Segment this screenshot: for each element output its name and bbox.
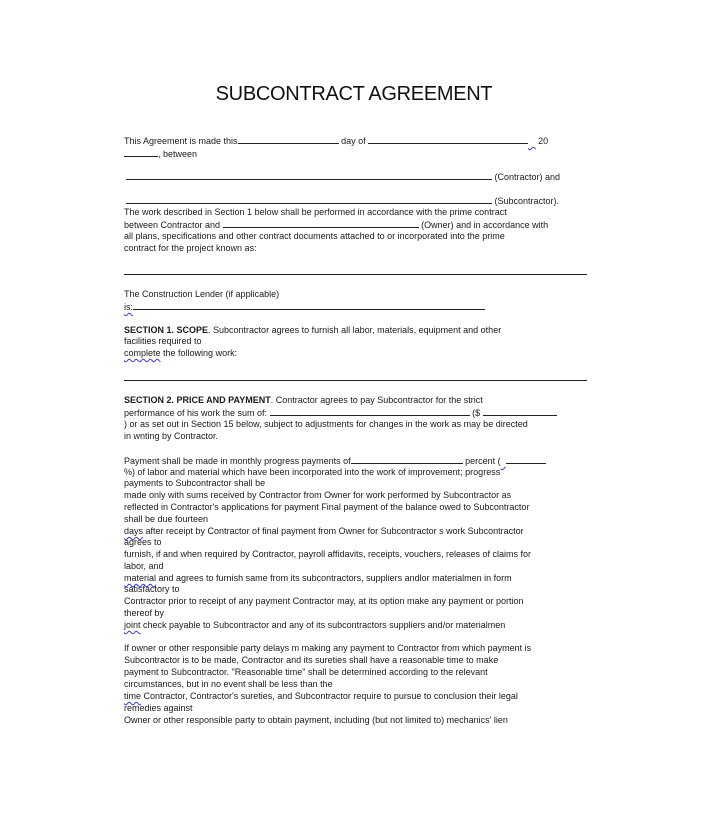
intro-line-year: [124, 147, 197, 159]
day-of-text: day of: [341, 136, 366, 146]
section2-line: [124, 394, 483, 406]
contractor-blank[interactable]: [126, 170, 492, 180]
payment-text: thereof by: [124, 608, 165, 618]
payment-text: furnish, if and when required by Contractor, payroll affidavits, receipts, vouchers, releases of claims for: [124, 549, 532, 559]
owner-line: [124, 218, 548, 230]
payment-text: %) of labor and material which have been incorporated into the work of improvement; progress: [124, 467, 501, 477]
subcontractor-label: (Subcontractor).: [494, 196, 560, 206]
payment-text: payments to Subcontractor shall be: [124, 478, 266, 488]
spellcheck-word: time: [124, 691, 142, 701]
payment-text: shall be due fourteen: [124, 514, 209, 524]
owner-label: (Owner) and in accordance with: [421, 220, 549, 230]
delay-text: circumstances, but in no event shall be less than the: [124, 679, 333, 689]
subcontractor-line: [126, 194, 559, 206]
intro-text: The work described in Section 1 below shall be performed in accordance with the prime contract: [124, 207, 507, 217]
payment-line: [124, 572, 512, 584]
intro-text: contract for the project known as:: [124, 243, 257, 253]
month-blank[interactable]: [368, 134, 528, 144]
scope-blank[interactable]: [124, 380, 587, 381]
sum-words-blank[interactable]: [270, 406, 470, 416]
project-blank[interactable]: [124, 274, 587, 275]
section1-heading: SECTION 1. SCOPE: [124, 325, 209, 335]
subcontractor-blank[interactable]: [126, 194, 492, 204]
payment-text: after receipt by Contractor of final payment from Owner for Subcontractor s work Subcontractor: [143, 526, 524, 536]
made-this-text: This Agreement is made this: [124, 136, 238, 146]
delay-text: Contractor, Contractor's sureties, and Subcontractor require to pursue to conclusion their legal: [141, 691, 518, 701]
delay-text: payment to Subcontractor. "Reasonable time" shall be determined according to the relevant: [124, 667, 488, 677]
between-text: , between: [158, 149, 198, 159]
lender-line: [124, 300, 485, 312]
section1-text: . Subcontractor agrees to furnish all labor, materials, equipment and other: [208, 325, 502, 335]
percent-label: percent (: [465, 456, 501, 466]
page-title: SUBCONTRACT AGREEMENT: [215, 83, 493, 105]
lender-is: is:: [124, 302, 133, 312]
payment-line: [124, 619, 505, 631]
spellcheck-word: joint: [124, 620, 141, 630]
intro-line-date: [124, 134, 548, 146]
section1-line: [124, 347, 237, 359]
payment-line: [124, 454, 546, 466]
owner-prefix: between Contractor and: [124, 220, 221, 230]
section1-text: the following work:: [160, 348, 238, 358]
contractor-label: (Contractor) and: [494, 172, 561, 182]
payment-text: check payable to Subcontractor and any of its subcontractors suppliers and/or materialmen: [140, 620, 506, 630]
section2-text: ) or as set out in Section 15 below, subject to adjustments for changes in the work as may be directed: [124, 419, 528, 429]
section2-text: in wnting by Contractor.: [124, 431, 219, 441]
section2-heading: SECTION 2. PRICE AND PAYMENT: [124, 395, 271, 405]
lender-label: The Construction Lender (if applicable): [124, 289, 280, 299]
day-blank[interactable]: [238, 134, 339, 144]
delay-text: remedies against: [124, 703, 193, 713]
owner-blank[interactable]: [223, 218, 419, 228]
payment-text: made only with sums received by Contractor from Owner for work performed by Subcontractor as: [124, 490, 512, 500]
percent-words-blank[interactable]: [351, 454, 463, 464]
delay-text: Subcontractor is to be made, Contractor and its sureties shall have a reasonable time to make: [124, 655, 499, 665]
payment-text: satisfactory to: [124, 584, 180, 594]
payment-text: Contractor prior to receipt of any payment Contractor may, at its option make any payment or portion: [124, 596, 524, 606]
payment-text: Payment shall be made in monthly progress payments of: [124, 456, 351, 466]
year-blank[interactable]: [124, 147, 158, 157]
year-prefix: 20: [538, 136, 549, 146]
payment-text: and agrees to furnish same from its subcontractors, suppliers andlor materialmen in form: [156, 573, 512, 583]
delay-line: [124, 690, 518, 702]
sum-amount-blank[interactable]: [483, 406, 557, 416]
dollar-label: ($: [472, 408, 481, 418]
payment-text: labor, and: [124, 561, 164, 571]
lender-blank[interactable]: [133, 300, 485, 310]
intro-text: all plans, specifications and other contract documents attached to or incorporated into the prime: [124, 231, 505, 241]
section1-text: facilities required to: [124, 336, 202, 346]
spellcheck-word: complete: [124, 348, 161, 358]
sum-line: [124, 406, 557, 418]
payment-text: reflected in Contractor's applications for payment Final payment of the balance owed to Subcontractor: [124, 502, 530, 512]
delay-text: Owner or other responsible party to obtain payment, including (but not limited to) mechanics' lien: [124, 715, 508, 725]
delay-text: If owner or other responsible party delays m making any payment to Contractor from which payment is: [124, 643, 532, 653]
percent-blank[interactable]: [506, 454, 546, 464]
contractor-line: [126, 170, 560, 182]
payment-line: [124, 525, 524, 537]
spellcheck-word: material: [124, 573, 157, 583]
sum-label: performance of his work the sum of:: [124, 408, 268, 418]
payment-text: agrees to: [124, 537, 162, 547]
section2-text: . Contractor agrees to pay Subcontractor for the strict: [270, 395, 483, 405]
spellcheck-word: days: [124, 526, 144, 536]
